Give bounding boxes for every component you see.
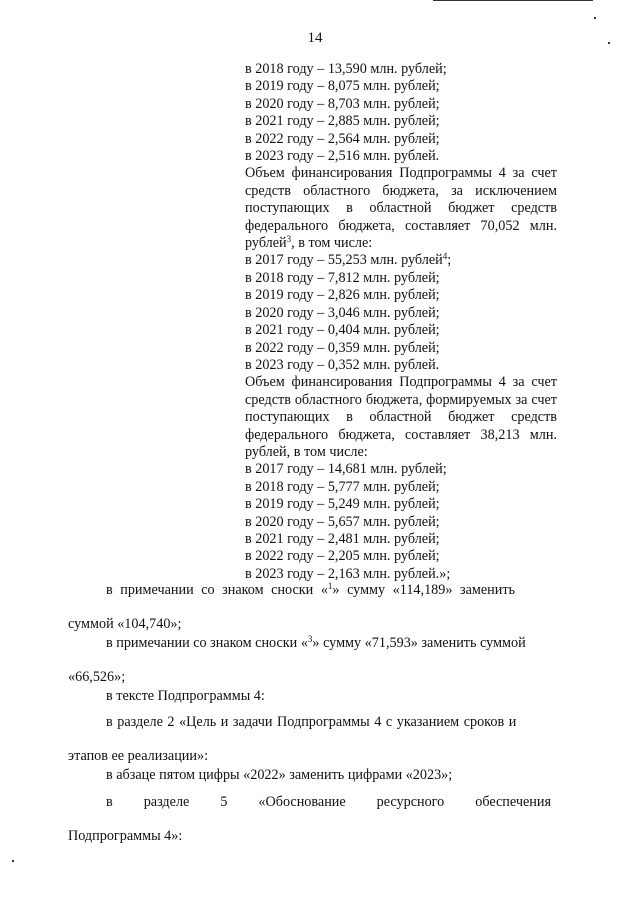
year-line: в 2022 году – 2,205 млн. рублей; [245, 548, 440, 565]
year-line-tail: ; [447, 252, 452, 269]
scan-mark-top [433, 0, 593, 1]
amendment-line: в тексте Подпрограммы 4: [106, 688, 265, 704]
scan-dot-right-2 [608, 42, 610, 44]
year-line: в 2021 году – 2,481 млн. рублей; [245, 530, 440, 547]
amendment-text: » сумму «114,189» заменить [332, 582, 516, 598]
amendment-line: в абзаце пятом цифры «2022» заменить цифрами «2023»; [106, 767, 453, 783]
word: обеспечения [475, 794, 551, 810]
year-line: в 2017 году – 14,681 млн. рублей; [245, 461, 447, 478]
year-line-text: в 2017 году – 55,253 млн. рублей [245, 252, 443, 269]
year-line: в 2018 году – 5,777 млн. рублей; [245, 478, 440, 495]
amendment-text: в примечании со знаком сноски « [106, 582, 328, 598]
amendment-line [68, 582, 551, 599]
word: ресурсного [376, 794, 445, 810]
amendment-line [68, 635, 551, 652]
year-line: в 2018 году – 13,590 млн. рублей; [245, 61, 447, 77]
paragraph-tail: , в том числе: [291, 235, 373, 252]
paragraph-text: Объем финансирования Подпрограммы 4 за счет средств областного бюджета, за исключением поступающих в областной бюджет средств федерального бюджета, составляет 70,052 млн. рублей [245, 165, 557, 252]
amendment-footnote-1 [68, 582, 551, 633]
year-line: в 2020 году – 3,046 млн. рублей; [245, 304, 440, 321]
year-line: в 2022 году – 0,359 млн. рублей; [245, 339, 440, 356]
amendment-subprogram-text [68, 688, 551, 705]
word: 5 [220, 794, 228, 810]
year-line: в 2023 году – 2,516 млн. рублей. [245, 148, 440, 165]
amendment-line [68, 794, 551, 811]
word: в [106, 794, 113, 810]
regional-budget-paragraph [245, 165, 557, 252]
scan-dot-right-1 [594, 17, 596, 19]
word: «Обоснование [258, 794, 346, 810]
footnote-mark: 1 [327, 581, 333, 591]
year-line: в 2022 году – 2,564 млн. рублей; [245, 130, 440, 147]
scan-dot-left [12, 860, 14, 862]
year-line: в 2023 году – 2,163 млн. рублей.»; [245, 565, 451, 582]
amendment-text: в примечании со знаком сноски « [106, 635, 308, 651]
footnote-mark: 4 [442, 251, 448, 262]
amendment-line: Подпрограммы 4»: [68, 828, 183, 844]
federal-budget-paragraph: Объем финансирования Подпрограммы 4 за счет средств областного бюджета, формируемых за счет поступающих в областной бюджет средств федерального бюджета, составляет 38,213 млн. рублей, в том числе: [245, 374, 557, 460]
year-line: в 2020 году – 8,703 млн. рублей; [245, 95, 440, 112]
year-line: в 2019 году – 8,075 млн. рублей; [245, 78, 440, 95]
year-line: в 2020 году – 5,657 млн. рублей; [245, 513, 440, 530]
amendment-paragraph-five [68, 767, 551, 784]
amendment-text: » сумму «71,593» заменить суммой [312, 635, 526, 651]
amendment-section-5 [68, 794, 551, 845]
footnote-mark: 3 [307, 634, 313, 644]
amendment-section-2 [68, 714, 551, 765]
footnote-mark: 3 [286, 234, 292, 245]
word: разделе [143, 794, 190, 810]
year-line: в 2021 году – 0,404 млн. рублей; [245, 322, 440, 339]
page-number: 14 [307, 30, 323, 46]
financing-column [245, 61, 557, 583]
year-line: в 2018 году – 7,812 млн. рублей; [245, 269, 440, 286]
amendment-line: этапов ее реализации»: [68, 748, 209, 764]
amendment-line: суммой «104,740»; [68, 616, 182, 632]
amendment-footnote-3 [68, 635, 551, 686]
year-line: в 2019 году – 5,249 млн. рублей; [245, 496, 440, 513]
amendment-line: в разделе 2 «Цель и задачи Подпрограммы 4 с указанием сроков и [106, 714, 517, 730]
year-line [245, 252, 557, 269]
year-line: в 2021 году – 2,885 млн. рублей; [245, 113, 440, 130]
year-line: в 2023 году – 0,352 млн. рублей. [245, 356, 440, 373]
year-line: в 2019 году – 2,826 млн. рублей; [245, 287, 440, 304]
amendment-line: «66,526»; [68, 669, 126, 685]
